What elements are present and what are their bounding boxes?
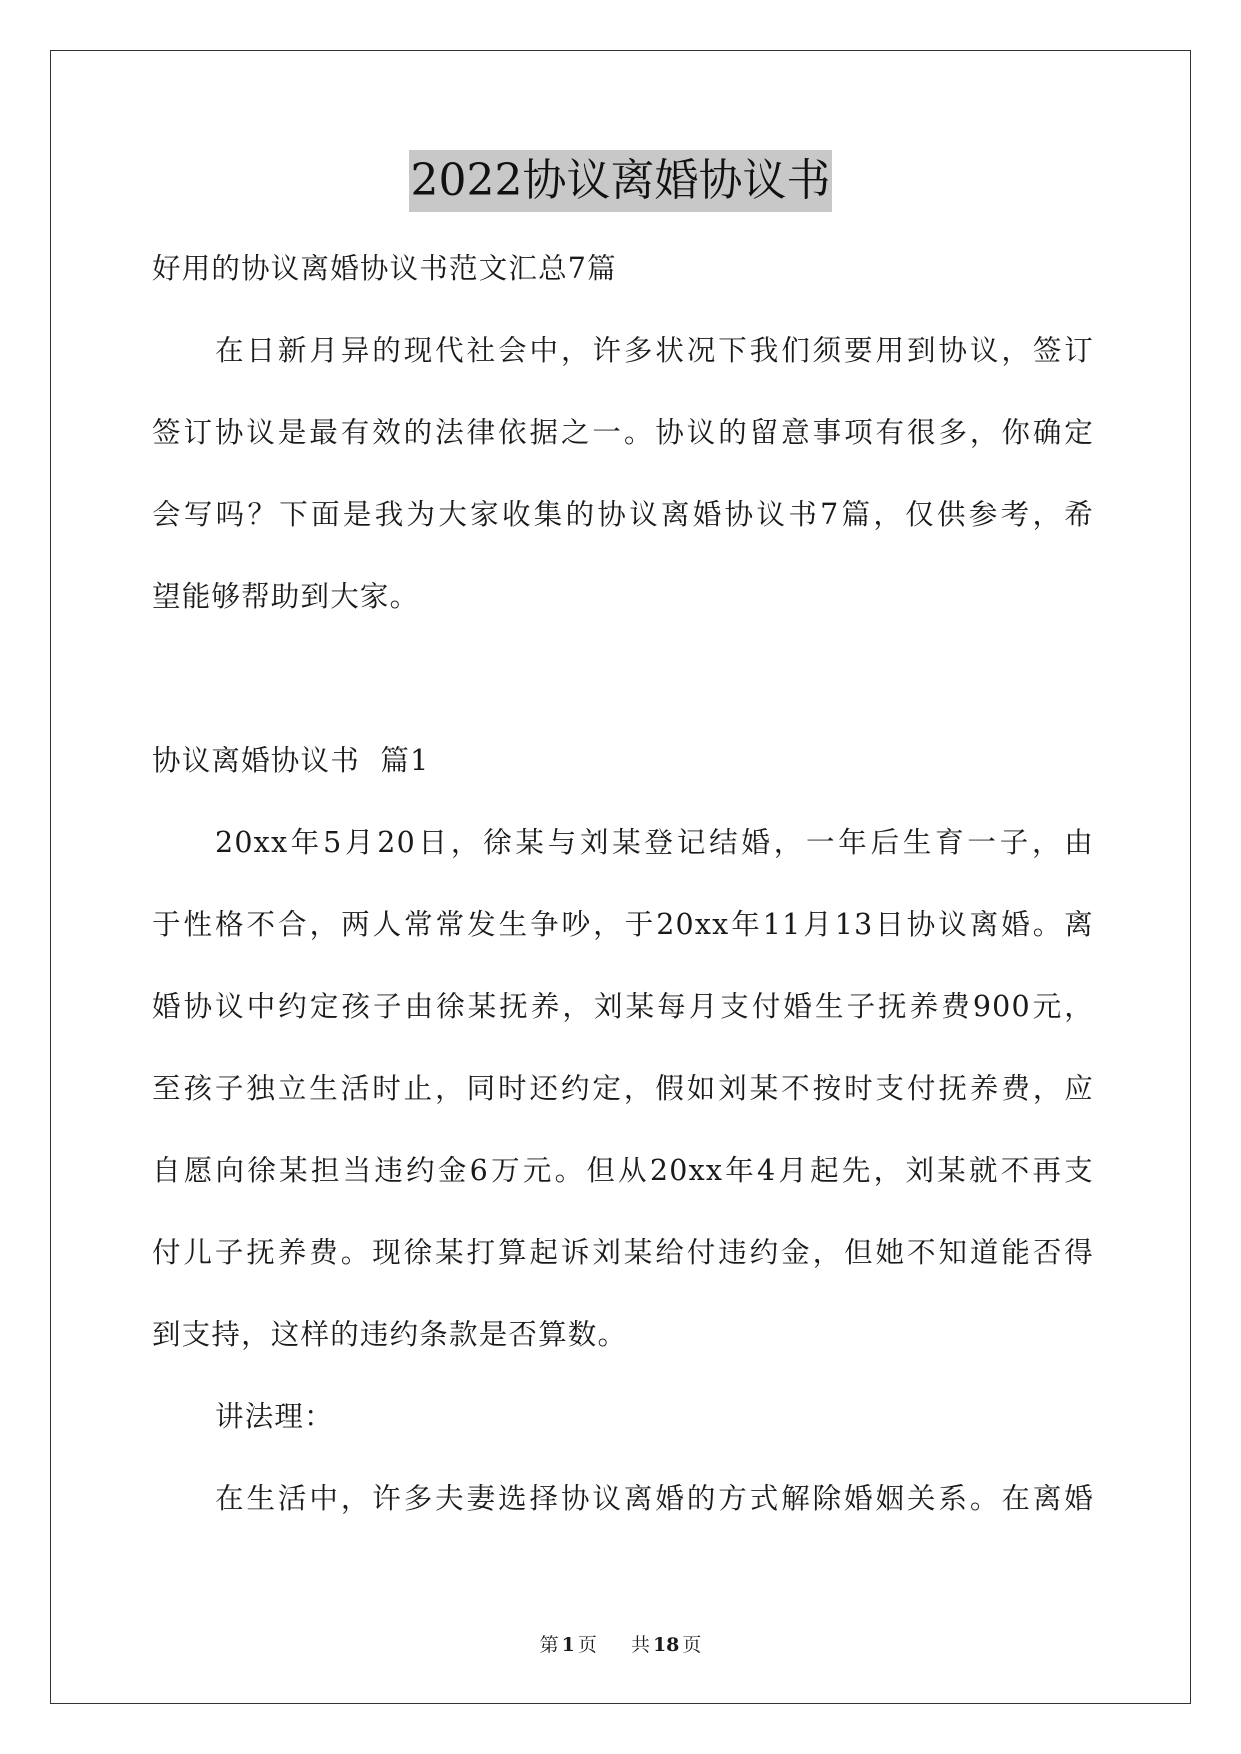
intro-line-4: 望能够帮助到大家。	[152, 580, 420, 613]
document-subtitle: 好用的协议离婚协议书范文汇总7篇	[152, 252, 617, 285]
case-line-6: 付儿子抚养费。现徐某打算起诉刘某给付违约金，但她不知道能否得	[152, 1236, 1094, 1269]
document-body	[152, 228, 1094, 1540]
case-line-5: 自愿向徐某担当违约金6万元。但从20xx年4月起先，刘某就不再支	[152, 1154, 1094, 1187]
footer-total-pages: 18	[652, 1634, 680, 1656]
document-title: 2022协议离婚协议书	[409, 150, 833, 212]
footer-page-number: 1	[561, 1634, 575, 1656]
title-container	[0, 150, 1241, 212]
case-line-3: 婚协议中约定孩子由徐某抚养，刘某每月支付婚生子抚养费900元，	[152, 990, 1094, 1023]
case-line-2: 于性格不合，两人常常发生争吵，于20xx年11月13日协议离婚。离	[152, 908, 1094, 941]
legal-heading: 讲法理：	[215, 1400, 334, 1433]
section-heading: 协议离婚协议书 篇1	[152, 744, 430, 777]
intro-line-2: 签订协议是最有效的法律依据之一。协议的留意事项有很多，你确定	[152, 416, 1094, 449]
page-footer	[0, 1630, 1241, 1657]
footer-total-prefix: 共	[630, 1634, 650, 1656]
case-line-4: 至孩子独立生活时止，同时还约定，假如刘某不按时支付抚养费，应	[152, 1072, 1094, 1105]
case-line-7: 到支持，这样的违约条款是否算数。	[152, 1318, 628, 1351]
intro-line-1: 在日新月异的现代社会中，许多状况下我们须要用到协议，签订	[215, 334, 1094, 367]
intro-line-3: 会写吗？下面是我为大家收集的协议离婚协议书7篇，仅供参考，希	[152, 498, 1094, 531]
footer-prefix: 第	[539, 1634, 559, 1656]
final-line: 在生活中，许多夫妻选择协议离婚的方式解除婚姻关系。在离婚	[215, 1482, 1094, 1515]
footer-total-suffix: 页	[682, 1634, 702, 1656]
paragraph-gap	[152, 638, 1094, 720]
footer-page-suffix: 页	[577, 1634, 597, 1656]
case-line-1: 20xx年5月20日，徐某与刘某登记结婚，一年后生育一子，由	[215, 826, 1094, 859]
